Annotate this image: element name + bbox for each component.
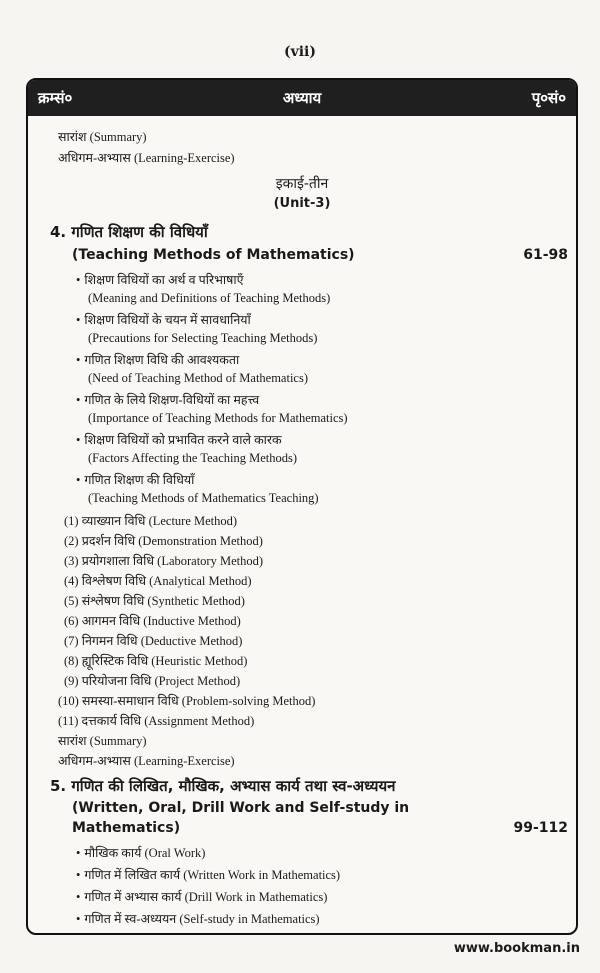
list-item: • गणित के लिये शिक्षण-विधियों का महत्त्व: [76, 391, 259, 408]
unit-title-hindi: इकाई-तीन: [275, 176, 329, 192]
list-item: • गणित में अभ्यास कार्य (Drill Work in Mathematics): [76, 888, 327, 905]
list-item-en: (Teaching Methods of Mathematics Teaching): [88, 491, 319, 505]
chapter5-title-english-2: Mathematics): [72, 820, 181, 836]
table-header: [28, 80, 576, 116]
list-item: • गणित में लिखित कार्य (Written Work in Mathematics): [76, 866, 340, 883]
method-item: (7) निगमन विधि (Deductive Method): [64, 634, 243, 648]
list-item: • गणित शिक्षण की विधियाँ: [76, 471, 194, 488]
exercise-entry: अधिगम-अभ्यास (Learning-Exercise): [58, 754, 235, 768]
list-item-en: (Factors Affecting the Teaching Methods): [88, 451, 298, 465]
page-number: (vii): [283, 44, 317, 60]
method-item: (11) दत्तकार्य विधि (Assignment Method): [58, 714, 255, 728]
contents-table: [26, 78, 578, 935]
list-item-en: (Importance of Teaching Methods for Mathematics): [88, 411, 348, 425]
unit-title-english: (Unit-3): [273, 196, 331, 211]
publisher-url: www.bookman.in: [453, 941, 580, 956]
header-page: पृ०सं०: [531, 89, 566, 107]
list-item: • गणित में स्व-अध्ययन (Self-study in Mathematics): [76, 910, 320, 927]
chapter4-title-hindi: 4. गणित शिक्षण की विधियाँ: [50, 223, 208, 241]
method-item: (1) व्याख्यान विधि (Lecture Method): [64, 514, 238, 528]
chapter5-title-english: (Written, Oral, Drill Work and Self-study in: [72, 800, 410, 816]
list-item-en: (Need of Teaching Method of Mathematics): [88, 371, 309, 385]
list-item: • शिक्षण विधियों का अर्थ व परिभाषाएँ: [76, 271, 244, 288]
header-chapter: अध्याय: [282, 89, 322, 107]
list-item: • शिक्षण विधियों को प्रभावित करने वाले कारक: [76, 431, 282, 448]
summary-entry: सारांश (Summary): [58, 130, 147, 144]
list-item-en: (Meaning and Definitions of Teaching Methods): [88, 291, 331, 305]
chapter4-pages: 61-98: [523, 247, 568, 263]
header-serial: क्रम्सं०: [38, 89, 73, 107]
chapter4-title-english: (Teaching Methods of Mathematics): [72, 247, 355, 263]
method-item: (4) विश्लेषण विधि (Analytical Method): [64, 574, 252, 588]
exercise-entry: अधिगम-अभ्यास (Learning-Exercise): [58, 151, 235, 165]
summary-entry: सारांश (Summary): [58, 734, 147, 748]
chapter5-pages: 99-112: [513, 820, 568, 836]
list-item: • मौखिक कार्य (Oral Work): [76, 844, 205, 861]
list-item: • शिक्षण विधियों के चयन में सावधानियाँ: [76, 311, 251, 328]
method-item: (8) ह्यूरिस्टिक विधि (Heuristic Method): [64, 654, 248, 668]
list-item: • गणित शिक्षण विधि की आवश्यकता: [76, 351, 239, 368]
chapter5-title-hindi: 5. गणित की लिखित, मौखिक, अभ्यास कार्य तथा स्व-अध्ययन: [50, 777, 396, 795]
method-item: (6) आगमन विधि (Inductive Method): [64, 614, 241, 628]
method-item: (10) समस्या-समाधान विधि (Problem-solving Method): [58, 694, 316, 708]
list-item-en: (Precautions for Selecting Teaching Methods): [88, 331, 318, 345]
method-item: (3) प्रयोगशाला विधि (Laboratory Method): [64, 554, 264, 568]
method-item: (2) प्रदर्शन विधि (Demonstration Method): [64, 534, 263, 548]
method-item: (9) परियोजना विधि (Project Method): [64, 674, 241, 688]
method-item: (5) संश्लेषण विधि (Synthetic Method): [64, 594, 245, 608]
